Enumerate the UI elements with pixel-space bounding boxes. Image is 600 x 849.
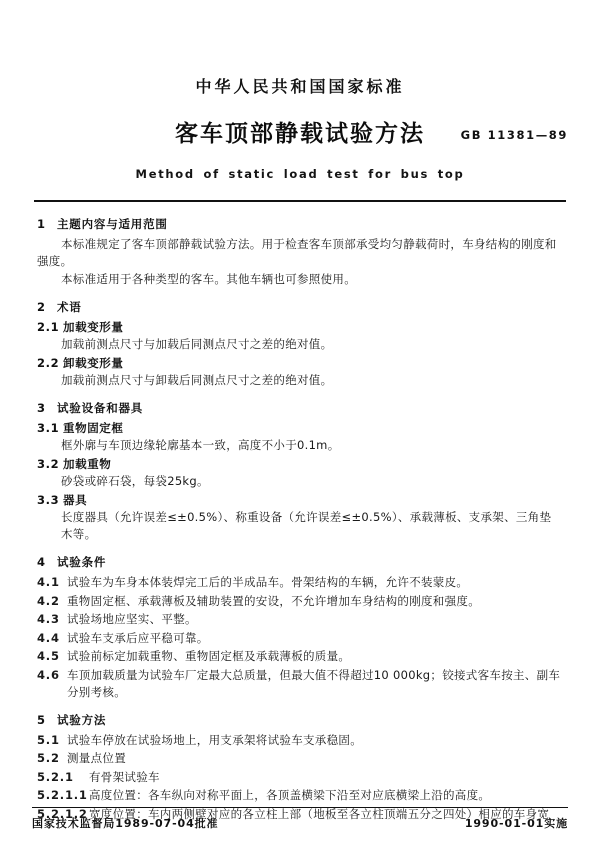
english-subtitle: Method of static load test for bus top [135,167,465,181]
document-body [32,216,568,823]
clause-number-5-2-1: 5.2.1 [37,769,74,784]
subsection-text-3-1: 框外廓与车顶边缘轮廓基本一致，高度不小于0.1m。 [61,438,340,452]
subsection-title-3-1: 重物固定框 [63,421,124,435]
clause-5-2-1-1 [37,787,563,804]
subsection-number-2-2: 2.2 [37,356,60,370]
clause-text-5-2-1-1: 高度位置：各车纵向对称平面上，各顶盖横梁下沿至对应底横梁上沿的高度。 [89,788,491,802]
title-row [32,119,568,153]
section-1-paragraph-1: 本标准规定了客车顶部静载试验方法。用于检查客车顶部承受均匀静载荷时，车身结构的刚度和强度。 [37,237,557,268]
subsection-text-3-2: 砂袋或碎石袋，每袋25kg。 [61,474,209,488]
clause-number-4-6: 4.6 [37,667,60,682]
clause-number-4-3: 4.3 [37,612,60,626]
section-number-4: 4 [37,555,46,569]
clause-5-2 [37,750,563,767]
clause-4-4 [37,630,563,647]
section-number-3: 3 [37,401,46,415]
clause-number-4-4: 4.4 [37,630,60,645]
subsection-heading-3-2 [37,456,563,472]
clause-number-5-2-1-1: 5.2.1.1 [37,788,88,802]
section-number-2: 2 [37,300,46,314]
footer-divider [32,807,568,808]
subsection-number-3-2: 3.2 [37,457,60,471]
subsection-text-2-1: 加载前测点尺寸与加载后同测点尺寸之差的绝对值。 [61,337,333,351]
footer-row [32,815,568,831]
section-title-2: 术语 [57,300,82,314]
clause-text-4-5: 试验前标定加载重物、重物固定框及承载薄板的质量。 [67,649,351,663]
approval-statement: 国家技术监督局1989-07-04批准 [32,817,219,830]
subsection-heading-2-2 [37,355,563,371]
subsection-title-2-2: 卸载变形量 [63,356,124,370]
clause-5-1 [37,732,563,749]
implementation-date: 1990-01-01实施 [464,817,568,830]
section-1-paragraph-2: 本标准适用于各种类型的客车。其他车辆也可参照使用。 [61,272,356,286]
clause-text-5-2: 测量点位置 [67,751,126,765]
clause-number-5-2: 5.2 [37,751,60,765]
subsection-title-2-1: 加载变形量 [63,320,124,334]
section-title-1: 主题内容与适用范围 [57,217,168,231]
clause-number-4-5: 4.5 [37,649,60,663]
header-divider [34,200,566,202]
subsection-title-3-3: 器具 [63,493,88,507]
clause-4-5 [37,648,563,665]
clause-4-3 [37,611,563,628]
subsection-number-2-1: 2.1 [37,320,60,334]
page-footer [32,807,568,831]
subsection-heading-2-1 [37,319,563,335]
section-title-5: 试验方法 [57,712,107,727]
clause-number-5-2-1-2: 5.2.1.2 [37,806,88,821]
subsection-title-3-2: 加载重物 [63,457,112,471]
subsection-text-2-2: 加载前测点尺寸与卸载后同测点尺寸之差的绝对值。 [61,373,333,387]
subsection-heading-3-1 [37,420,563,436]
section-number-5: 5 [37,712,46,727]
section-heading-5 [37,712,563,728]
clause-number-4-2: 4.2 [37,593,60,608]
clause-5-2-1 [37,769,563,786]
clause-text-4-6: 车顶加载质量为试验车厂定最大总质量，但最大值不得超过10 000kg；铰接式客车按主、副车分别考核。 [67,667,561,699]
clause-text-4-2: 重物固定框、承载薄板及辅助装置的安设，不允许增加车身结构的刚度和强度。 [67,593,480,608]
clause-text-4-1: 试验车为车身本体装焊完工后的半成品车。骨架结构的车辆，允许不装蒙皮。 [67,575,469,589]
standard-number: GB 11381—89 [460,128,568,142]
masthead [32,0,568,181]
section-heading-4 [37,554,563,570]
subsection-number-3-1: 3.1 [37,421,60,435]
subsection-heading-3-3 [37,492,563,508]
clause-4-1 [37,574,563,591]
section-number-1: 1 [37,217,46,231]
clause-4-6 [37,667,563,701]
clause-text-4-3: 试验场地应坚实、平整。 [67,612,197,626]
section-title-3: 试验设备和器具 [57,401,144,415]
page-title: 客车顶部静载试验方法 [175,121,425,147]
clause-text-5-1: 试验车停放在试验场地上，用支承架将试验车支承稳固。 [67,732,362,747]
section-heading-1 [37,216,563,232]
clause-text-5-2-1-2: 宽度位置：车内两侧壁对应的各立柱上部（地板至各立柱顶端五分之四处）相应的车身宽 [89,806,550,821]
clause-number-5-1: 5.1 [37,732,60,747]
clause-text-5-2-1: 有骨架试验车 [89,769,160,784]
section-heading-2 [37,299,563,315]
subsection-text-3-3: 长度器具（允许误差≤±0.5%）、称重设备（允许误差≤±0.5%）、承载薄板、支承架、三角垫木等。 [61,510,552,541]
clause-4-2 [37,593,563,610]
clause-number-4-1: 4.1 [37,575,60,589]
section-title-4: 试验条件 [57,555,107,569]
issuing-authority: 中华人民共和国国家标准 [195,77,405,96]
subsection-number-3-3: 3.3 [37,493,60,507]
section-heading-3 [37,400,563,416]
clause-text-4-4: 试验车支承后应平稳可靠。 [67,630,209,645]
